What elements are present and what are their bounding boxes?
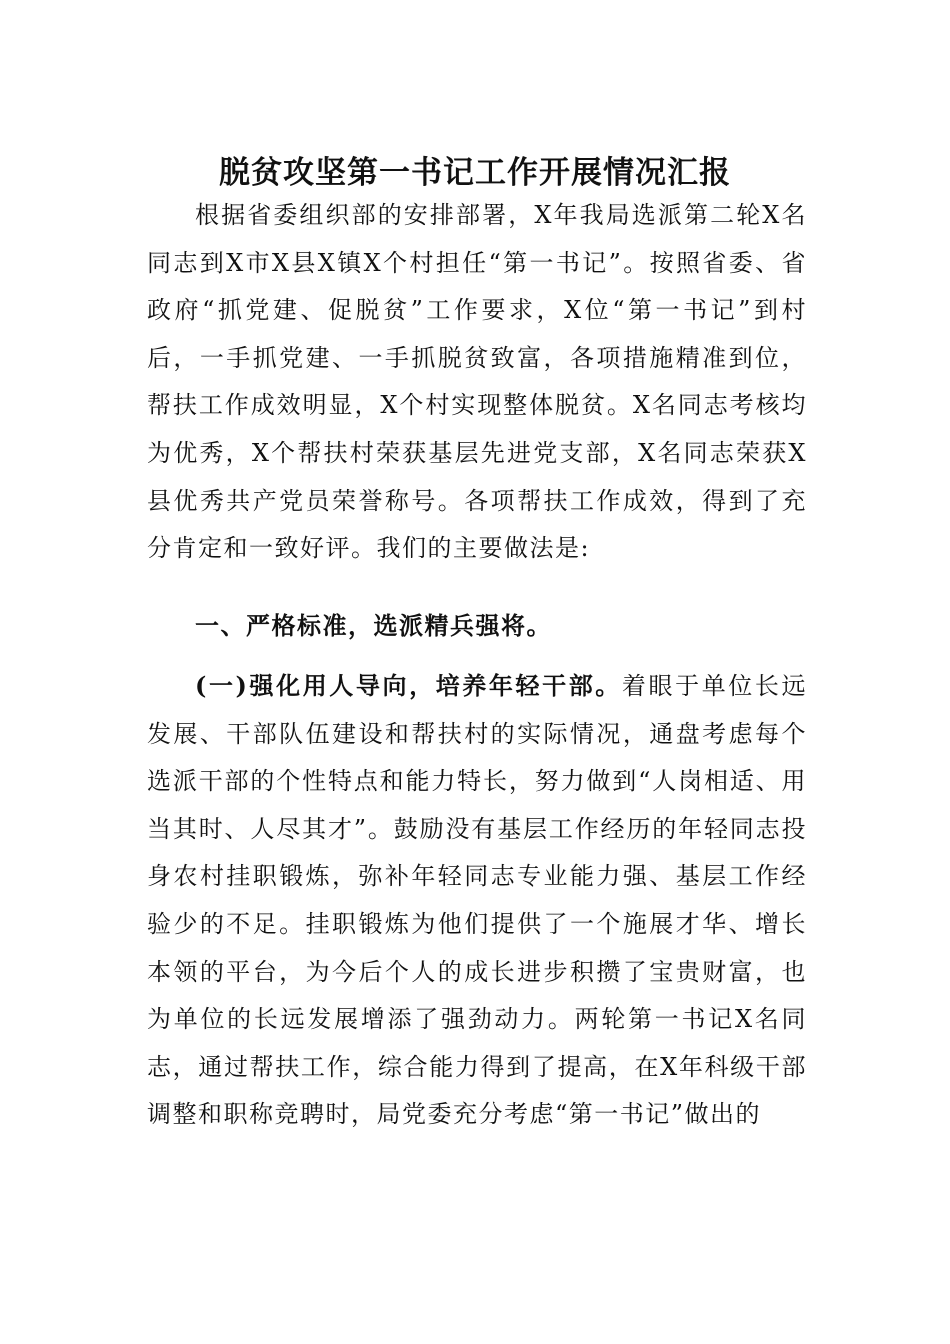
section-heading-1: 一、严格标准，选派精兵强将。	[195, 611, 552, 640]
intro-paragraph: 根据省委组织部的安排部署，X年我局选派第二轮X名同志到X市X县X镇X个村担任“第一书记”。按照省委、省政府“抓党建、促脱贫”工作要求，X位“第一书记”到村后，一手抓党建、一手抓脱贫致富，各项措施精准到位，帮扶工作成效明显，X个村实现整体脱贫。X名同志考核均为优秀，X个帮扶村荣获基层先进党支部，X名同志荣获X县优秀共产党员荣誉称号。各项帮扶工作成效，得到了充分肯定和一致好评。我们的主要做法是:	[147, 201, 807, 563]
document-title: 脱贫攻坚第一书记工作开展情况汇报	[219, 154, 731, 191]
subsection-heading-1: (一)强化用人导向，培养年轻干部。	[195, 671, 622, 700]
subsection-body-1: 着眼于单位长远发展、干部队伍建设和帮扶村的实际情况，通盘考虑每个选派干部的个性特点和能力特长，努力做到“人岗相适、用当其时、人尽其才”。鼓励没有基层工作经历的年轻同志投身农村挂职锻炼，弥补年轻同志专业能力强、基层工作经验少的不足。挂职锻炼为他们提供了一个施展才华、增长本领的平台，为今后个人的成长进步积攒了宝贵财富，也为单位的长远发展增添了强劲动力。两轮第一书记X名同志，通过帮扶工作，综合能力得到了提高，在X年科级干部调整和职称竞聘时，局党委充分考虑“第一书记”做出的	[147, 672, 808, 1129]
subsection-paragraph-1	[147, 662, 807, 1139]
